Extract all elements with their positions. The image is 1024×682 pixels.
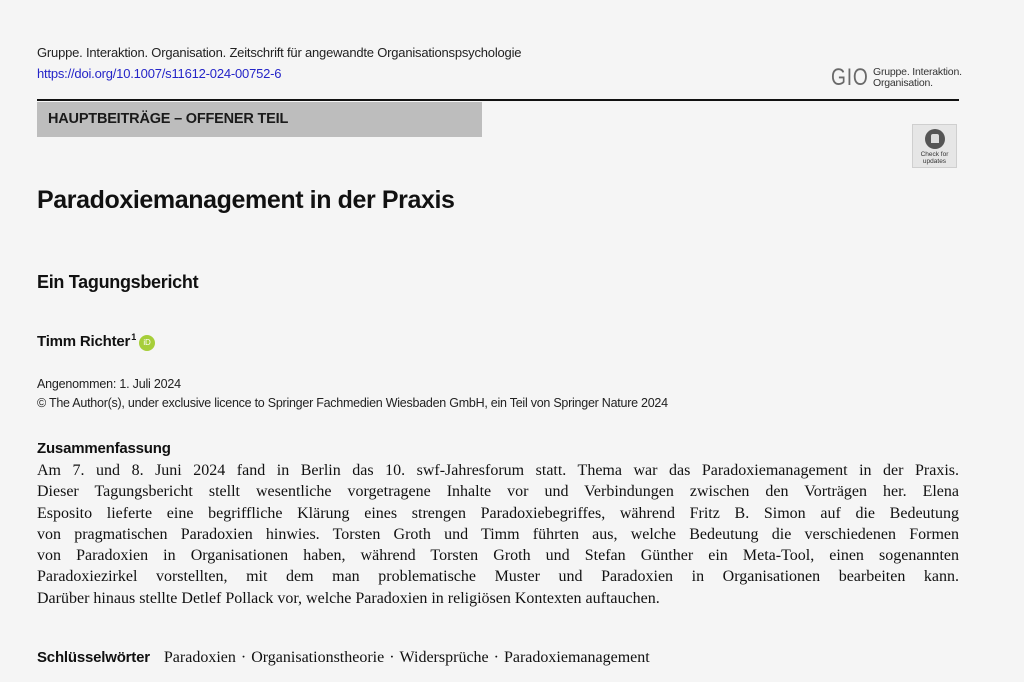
- check-for-updates-icon: [925, 129, 945, 149]
- keyword-separator: ·: [240, 649, 247, 666]
- keyword: Paradoxien: [163, 649, 236, 666]
- check-for-updates-line2: updates: [922, 158, 947, 165]
- abstract-line: von Paradoxien in Organisationen haben, während Torsten Groth und Stefan Günther ein Meta-Tool, einen sogenannten: [37, 547, 959, 565]
- license-text: © The Author(s), under exclusive licence to Springer Fachmedien Wiesbaden GmbH, ein Teil von Springer Nature 2024: [37, 396, 668, 410]
- abstract-line: Am 7. und 8. Juni 2024 fand in Berlin das 10. swf-Jahresforum statt. Thema war das Paradoxiemanagement in der Praxis.: [37, 462, 959, 479]
- keyword: Paradoxiemanagement: [503, 649, 650, 666]
- section-banner-label: HAUPTBEITRÄGE – OFFENER TEIL: [48, 111, 289, 127]
- check-for-updates-label: [913, 151, 956, 165]
- abstract-line: Paradoxiezirkel vorstellten, mit dem man problematische Muster und Paradoxien in Organisationen bearbeiten kann.: [37, 568, 959, 586]
- check-for-updates-button[interactable]: [912, 124, 957, 168]
- logo-text: [873, 67, 962, 89]
- abstract-heading: Zusammenfassung: [37, 440, 171, 457]
- article-subtitle: Ein Tagungsbericht: [37, 272, 199, 292]
- abstract-line: von pragmatischen Paradoxien hinwies. Torsten Groth und Timm führten aus, welche Bedeutung die verschiedenen Formen: [37, 525, 959, 543]
- section-banner: [37, 102, 482, 137]
- abstract-text: [37, 460, 959, 609]
- abstract-line: Dieser Tagungsbericht stellt wesentliche vorgetragene Inhalte vor und Verbindungen zwischen den Vorträgen her. Elena: [37, 483, 959, 501]
- keyword: Organisationstheorie: [251, 649, 385, 666]
- keyword-separator: ·: [493, 649, 499, 666]
- journal-name: Gruppe. Interaktion. Organisation. Zeitschrift für angewandte Organisationspsychologie: [37, 45, 522, 60]
- check-for-updates-line1: Check for: [920, 151, 949, 158]
- author-affiliation: 1: [131, 332, 136, 342]
- author-name[interactable]: Timm Richter: [37, 333, 131, 350]
- journal-logo: [831, 64, 962, 92]
- keywords: [37, 649, 650, 667]
- article-title: Paradoxiemanagement in der Praxis: [37, 186, 455, 214]
- doi-link[interactable]: https://doi.org/10.1007/s11612-024-00752-6: [37, 66, 282, 81]
- keywords-list: [164, 649, 650, 667]
- logo-mark: GIO: [831, 64, 869, 91]
- orcid-icon[interactable]: iD: [139, 335, 155, 351]
- author: [37, 333, 155, 351]
- abstract-line: Esposito lieferte eine begriffliche Klärung eines strengen Paradoxiebegriffes, während Fritz B. Simon auf die Bedeutung: [37, 504, 959, 522]
- accepted-date: Angenommen: 1. Juli 2024: [37, 377, 181, 391]
- logo-text-line1: Gruppe. Interaktion.: [873, 66, 962, 78]
- logo-text-line2: Organisation.: [873, 77, 933, 89]
- keyword: Widersprüche: [399, 649, 489, 666]
- header-rule: [37, 99, 959, 101]
- keyword-separator: ·: [389, 649, 395, 666]
- keywords-label: Schlüsselwörter: [37, 649, 150, 666]
- abstract-line: Darüber hinaus stellte Detlef Pollack vor, welche Paradoxien in religiösen Kontexten auftauchen.: [37, 589, 660, 607]
